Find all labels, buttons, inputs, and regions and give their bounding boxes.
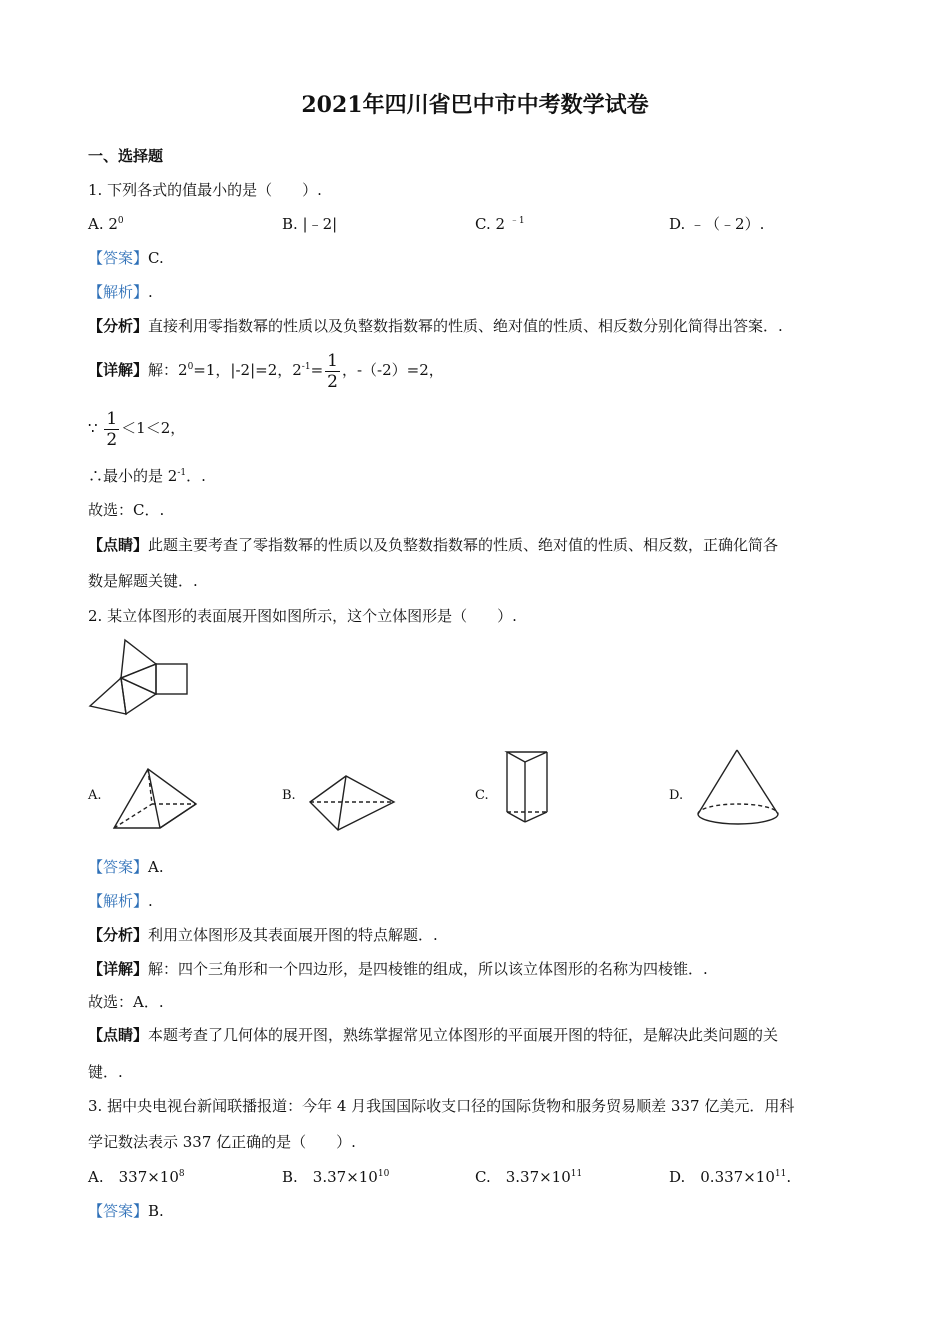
q2-dianjing-2: 键．. <box>88 1063 123 1081</box>
q2-choice: 故选：A．. <box>88 993 164 1011</box>
net-square <box>156 664 187 694</box>
q1-because: ∵ $\frac{1}{2}$ ＜1＜2， <box>88 408 186 450</box>
q1-option-d: D. ﹣（﹣2）. <box>669 215 765 233</box>
tetrahedron-outline <box>310 776 394 830</box>
net-triangle-bottom <box>121 678 156 714</box>
pyramid-net-figure <box>88 638 198 718</box>
q2-label-c: C. <box>475 788 489 803</box>
figure-triangular-prism <box>505 750 575 832</box>
q2-dianjing-1: 【点睛】本题考查了几何体的展开图，熟练掌握常见立体图形的平面展开图的特征，是解决此类问题的关 <box>88 1026 779 1044</box>
q2-label-a: A. <box>88 788 102 803</box>
q2-fenxi: 【分析】利用立体图形及其表面展开图的特点解题．. <box>88 926 438 944</box>
q2-answer: 【答案】A. <box>88 858 164 876</box>
figure-square-pyramid <box>110 766 200 832</box>
q1-option-c: C. 2 $^{﹣1}$ <box>475 215 525 233</box>
fraction-half-2: $\frac{1}{2}$ <box>106 408 118 450</box>
q1-jiexi: 【解析】. <box>88 283 153 301</box>
net-triangle-top <box>121 640 156 678</box>
q1-fenxi: 【分析】直接利用零指数幂的性质以及负整数指数幂的性质、绝对值的性质、相反数分别化简得出答案．. <box>88 317 783 335</box>
section-heading: 一、选择题 <box>88 147 164 165</box>
q3-option-b: B. $3.37\times 10^{10}$ <box>282 1168 390 1186</box>
q2-label-d: D. <box>669 788 684 803</box>
prism-top <box>507 752 547 762</box>
q2-xiangjie: 【详解】解：四个三角形和一个四边形，是四棱锥的组成，所以该立体图形的名称为四棱锥．. <box>88 960 708 978</box>
q1-dianjing-1: 【点睛】此题主要考查了零指数幂的性质以及负整数指数幂的性质、绝对值的性质、相反数，正确化简各 <box>88 536 779 554</box>
q1-stem: 1. 下列各式的值最小的是（ ）. <box>88 181 322 199</box>
q3-option-c: C. $3.37\times 10^{11}$ <box>475 1168 583 1186</box>
q1-answer: 【答案】C. <box>88 249 164 267</box>
q3-stem-1: 3. 据中央电视台新闻联播报道：今年 4 月我国国际收支口径的国际货物和服务贸易顺差 337 亿美元．用科 <box>88 1097 795 1115</box>
q1-option-b: B. |﹣2| <box>282 215 338 233</box>
pyramid-outline <box>114 769 196 828</box>
figure-tetrahedron <box>308 782 398 832</box>
q3-answer: 【答案】B. <box>88 1202 164 1220</box>
q1-therefore: ∴最小的是 $2^{-1}$．. <box>88 467 206 485</box>
fraction-half: $\frac{1}{2}$ <box>327 350 338 392</box>
q3-stem-2: 学记数法表示 337 亿正确的是（ ）. <box>88 1133 356 1151</box>
page-title: 2021年四川省巴中市中考数学试卷 <box>301 92 649 118</box>
q3-option-d: D. $0.337\times 10^{11}$. <box>669 1168 792 1186</box>
q2-label-b: B. <box>282 788 296 803</box>
q1-dianjing-2: 数是解题关键．. <box>88 572 198 590</box>
q1-option-a: A. $2^0$ <box>88 215 124 233</box>
q1-choice: 故选：C．. <box>88 501 165 519</box>
net-triangle-left <box>90 678 126 714</box>
q2-stem: 2. 某立体图形的表面展开图如图所示，这个立体图形是（ ）. <box>88 607 517 625</box>
q3-option-a: A. $337\times 10^8$ <box>88 1168 185 1186</box>
net-triangle-center <box>121 664 156 694</box>
q1-xiangjie: 【详解】解：$2^0=1$，|-2|=2，$2^{-1}=$ $\frac{1}{2}$ ，-（-2）=2， <box>88 350 444 392</box>
q2-jiexi: 【解析】. <box>88 892 153 910</box>
figure-cone <box>696 748 786 832</box>
